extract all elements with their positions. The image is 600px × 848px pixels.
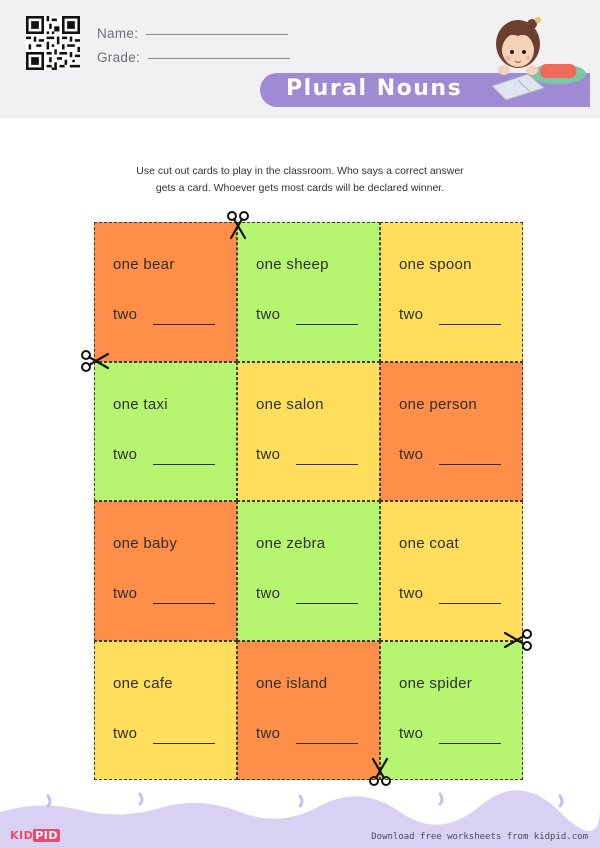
- worksheet-header: [0, 0, 600, 118]
- card-two-label: two: [256, 724, 281, 742]
- grade-field[interactable]: [97, 50, 290, 65]
- kidpid-logo: [10, 829, 60, 842]
- answer-blank[interactable]: [153, 743, 215, 744]
- card-word: one coat: [399, 535, 459, 552]
- instructions-line-2: gets a card. Whoever gets most cards will be declared winner.: [155, 182, 445, 194]
- card-11: [237, 641, 380, 781]
- card-word: one baby: [113, 535, 178, 552]
- card-two-label: two: [256, 306, 281, 323]
- card-two-label: two: [399, 306, 424, 323]
- download-credit: Download free worksheets from kidpid.com: [371, 832, 588, 842]
- scissors-icon: [365, 757, 395, 787]
- answer-blank[interactable]: [296, 324, 358, 325]
- card-word: one salon: [256, 395, 324, 413]
- qr-code: [26, 16, 80, 70]
- grade-line: [148, 58, 290, 59]
- card-8: [237, 501, 380, 641]
- card-6: [380, 362, 523, 502]
- name-line: [146, 34, 288, 35]
- instructions-line-1: Use cut out cards to play in the classroom. Who says a correct answer: [136, 165, 464, 177]
- instructions: [60, 163, 540, 197]
- card-word: one spider: [399, 674, 473, 692]
- scissors-icon: [503, 625, 533, 655]
- girl-reading-illustration: [478, 8, 590, 106]
- card-two-label: two: [113, 585, 138, 602]
- card-two-label: two: [113, 445, 138, 463]
- logo-kid: KID: [10, 829, 34, 842]
- name-label: Name:: [97, 26, 139, 41]
- card-two-label: two: [113, 724, 138, 742]
- card-12: [380, 641, 523, 781]
- logo-pid: PID: [35, 829, 59, 842]
- answer-blank[interactable]: [296, 464, 358, 465]
- scissors-icon: [80, 346, 110, 376]
- answer-blank[interactable]: [153, 324, 215, 325]
- card-two-label: two: [256, 445, 281, 463]
- card-1: [94, 222, 237, 362]
- answer-blank[interactable]: [439, 603, 501, 604]
- answer-blank[interactable]: [296, 743, 358, 744]
- card-two-label: two: [256, 585, 281, 602]
- card-5: [237, 362, 380, 502]
- grade-label: Grade:: [97, 50, 141, 65]
- answer-blank[interactable]: [439, 743, 501, 744]
- card-7: [94, 501, 237, 641]
- card-word: one taxi: [113, 395, 168, 413]
- card-two-label: two: [113, 306, 138, 323]
- card-word: one cafe: [113, 674, 173, 692]
- scissors-icon: [223, 210, 253, 240]
- answer-blank[interactable]: [296, 603, 358, 604]
- card-word: one spoon: [399, 256, 472, 273]
- card-2: [237, 222, 380, 362]
- card-3: [380, 222, 523, 362]
- card-two-label: two: [399, 445, 424, 463]
- answer-blank[interactable]: [153, 464, 215, 465]
- answer-blank[interactable]: [439, 464, 501, 465]
- card-word: one sheep: [256, 256, 329, 273]
- card-10: [94, 641, 237, 781]
- card-two-label: two: [399, 585, 424, 602]
- card-two-label: two: [399, 724, 424, 742]
- card-word: one bear: [113, 256, 175, 273]
- card-word: one zebra: [256, 535, 326, 552]
- worksheet-title: Plural Nouns: [286, 76, 463, 101]
- name-field[interactable]: [97, 26, 288, 41]
- answer-blank[interactable]: [153, 603, 215, 604]
- card-grid: [94, 222, 523, 780]
- card-word: one island: [256, 674, 328, 692]
- answer-blank[interactable]: [439, 324, 501, 325]
- card-word: one person: [399, 395, 478, 413]
- card-9: [380, 501, 523, 641]
- card-4: [94, 362, 237, 502]
